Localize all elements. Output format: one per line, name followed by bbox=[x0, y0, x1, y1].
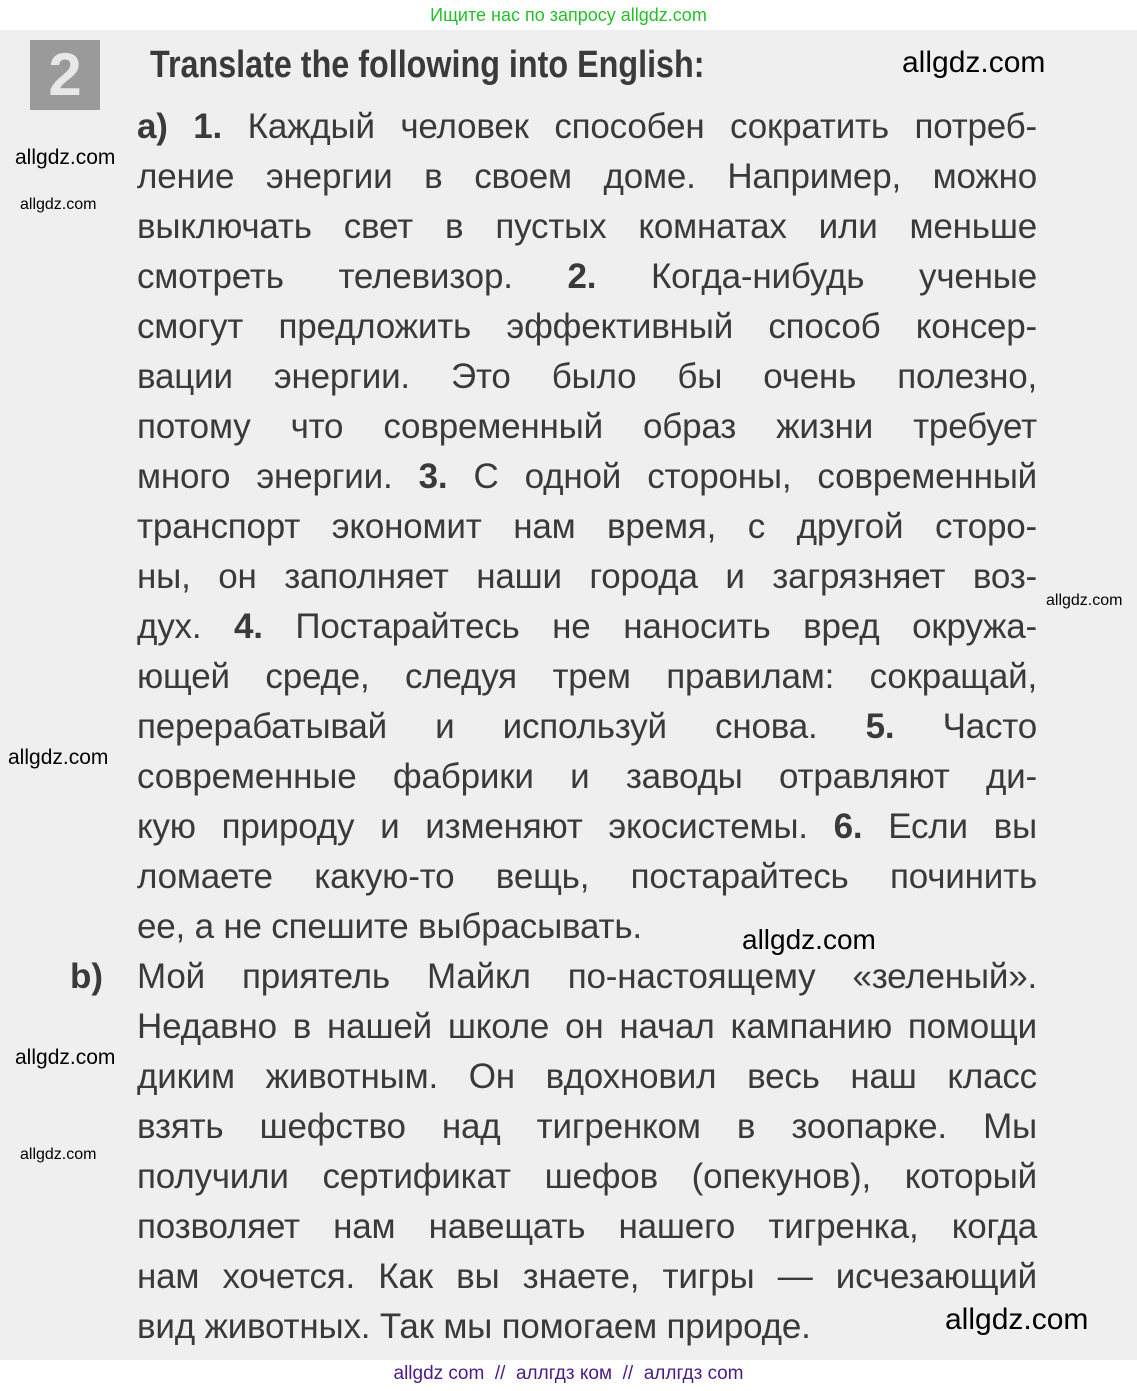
text-line bbox=[137, 652, 1037, 702]
text-segment: нам хочется. Как вы знаете, тигры — исчезающий bbox=[137, 1257, 1037, 1296]
text-segment: ление энергии в своем доме. Например, можно bbox=[137, 157, 1037, 196]
text-line bbox=[137, 802, 1037, 852]
text-line bbox=[137, 702, 1037, 752]
part-b-label: b) bbox=[70, 957, 104, 996]
text-line bbox=[137, 352, 1037, 402]
text-segment: Когда-нибудь ученые bbox=[596, 257, 1037, 296]
text-segment: позволяет нам навещать нашего тигренка, когда bbox=[137, 1207, 1037, 1246]
item-number: a) 1. bbox=[137, 107, 223, 146]
text-line bbox=[137, 302, 1037, 352]
footer-bar bbox=[0, 1360, 1137, 1391]
text-line bbox=[137, 452, 1037, 502]
watermark: allgdz.com bbox=[945, 1303, 1089, 1336]
text-segment: взять шефство над тигренком в зоопарке. Мы bbox=[137, 1107, 1037, 1146]
text-line bbox=[137, 1002, 1037, 1052]
text-line bbox=[137, 1302, 811, 1352]
text-line bbox=[137, 952, 1037, 1002]
text-segment: Мой приятель Майкл по-настоящему «зеленый». bbox=[137, 957, 1037, 996]
text-segment: ющей среде, следуя трем правилам: сокращай, bbox=[137, 657, 1037, 696]
text-segment: получили сертификат шефов (опекунов), который bbox=[137, 1157, 1037, 1196]
text-segment: вации энергии. Это было бы очень полезно, bbox=[137, 357, 1037, 396]
text-segment: смогут предложить эффективный способ консер- bbox=[137, 307, 1037, 346]
watermark: allgdz.com bbox=[8, 746, 109, 769]
text-line bbox=[137, 752, 1037, 802]
watermark: allgdz.com bbox=[902, 46, 1046, 79]
text-segment: Если вы bbox=[862, 807, 1037, 846]
text-line bbox=[137, 1152, 1037, 1202]
item-number: 6. bbox=[833, 807, 863, 846]
top-banner bbox=[0, 0, 1137, 30]
text-segment: перерабатывай и используй снова. bbox=[137, 707, 866, 746]
text-segment: ломаете какую-то вещь, постарайтесь починить bbox=[137, 857, 1037, 896]
text-segment: ее, а не спешите выбрасывать. bbox=[137, 907, 642, 946]
text-segment: С одной стороны, современный bbox=[447, 457, 1037, 496]
text-segment: современные фабрики и заводы отравляют ди- bbox=[137, 757, 1037, 796]
text-line bbox=[137, 1052, 1037, 1102]
footer-text: allgdz com // аллгдз ком // аллгдз com bbox=[393, 1363, 744, 1384]
text-line bbox=[137, 152, 1037, 202]
item-number: 4. bbox=[233, 607, 263, 646]
text-segment: Недавно в нашей школе он начал кампанию помощи bbox=[137, 1007, 1037, 1046]
banner-text: Ищите нас по запросу allgdz.com bbox=[430, 5, 707, 25]
text-segment: дух. bbox=[137, 607, 234, 646]
text-line bbox=[137, 202, 1037, 252]
text-line bbox=[137, 1252, 1037, 1302]
text-line bbox=[137, 902, 642, 952]
item-number: 2. bbox=[567, 257, 597, 296]
item-number: 3. bbox=[418, 457, 448, 496]
text-segment: много энергии. bbox=[137, 457, 419, 496]
text-segment: кую природу и изменяют экосистемы. bbox=[137, 807, 834, 846]
watermark: allgdz.com bbox=[15, 1046, 116, 1069]
text-line bbox=[137, 552, 1037, 602]
text-segment: вид животных. Так мы помогаем природе. bbox=[137, 1307, 811, 1346]
exercise-title: Translate the following into English: bbox=[150, 44, 705, 86]
watermark: allgdz.com bbox=[20, 196, 97, 213]
text-segment: диким животным. Он вдохновил весь наш класс bbox=[137, 1057, 1037, 1096]
text-segment: смотреть телевизор. bbox=[137, 257, 568, 296]
text-line bbox=[137, 102, 1037, 152]
text-line bbox=[137, 1202, 1037, 1252]
text-line bbox=[137, 852, 1037, 902]
text-line bbox=[137, 1102, 1037, 1152]
text-segment: транспорт экономит нам время, с другой сторо- bbox=[137, 507, 1037, 546]
text-line bbox=[137, 252, 1037, 302]
text-segment: Постарайтесь не наносить вред окружа- bbox=[262, 607, 1038, 646]
watermark: allgdz.com bbox=[742, 924, 876, 955]
exercise-number: 2 bbox=[30, 40, 100, 110]
item-number: 5. bbox=[865, 707, 895, 746]
text-segment: Каждый человек способен сократить потреб- bbox=[222, 107, 1037, 146]
text-line bbox=[137, 502, 1037, 552]
text-segment: ны, он заполняет наши города и загрязняет воз- bbox=[137, 557, 1037, 596]
text-line bbox=[137, 602, 1037, 652]
text-segment: выключать свет в пустых комнатах или меньше bbox=[137, 207, 1037, 246]
text-segment: потому что современный образ жизни требует bbox=[137, 407, 1037, 446]
watermark: allgdz.com bbox=[20, 1146, 97, 1163]
watermark: allgdz.com bbox=[15, 146, 116, 169]
text-segment: Часто bbox=[894, 707, 1038, 746]
text-line bbox=[137, 402, 1037, 452]
watermark: allgdz.com bbox=[1046, 592, 1123, 609]
